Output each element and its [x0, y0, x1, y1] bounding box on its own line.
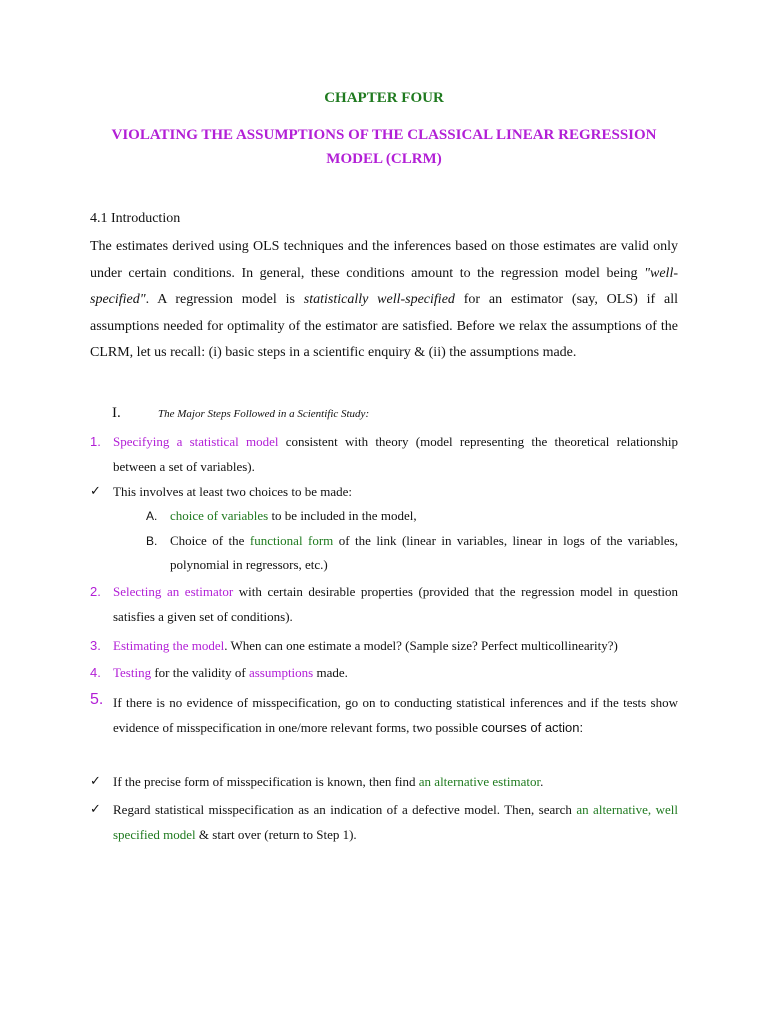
check-item-3 [90, 797, 678, 847]
item-text: consistent with theory (model representing the theoretical relationship between a set of variables). [113, 434, 678, 474]
sub-item-letter: B. [146, 534, 158, 548]
item-number: 1. [90, 434, 101, 449]
item-number: 4. [90, 665, 101, 680]
sub-item-prefix: Choice of the [170, 533, 250, 548]
item-highlight: Specifying a statistical model [113, 434, 279, 449]
check-text: If the precise form of misspecification is known, then find [113, 774, 419, 789]
sub-item-highlight: choice of variables [170, 508, 269, 523]
introduction-paragraph [90, 234, 678, 367]
chapter-title: VIOLATING THE ASSUMPTIONS OF THE CLASSICAL LINEAR REGRESSION MODEL (CLRM) [111, 127, 657, 167]
sub-item-highlight: functional form [249, 533, 334, 548]
check-highlight: an alternative, well specified model [113, 802, 679, 842]
check-text-end: . [540, 774, 544, 789]
item-number: 3. [90, 638, 101, 653]
sub-item-b [146, 529, 678, 577]
item-text-mid: for the validity of [151, 665, 249, 680]
item-highlight: Estimating the model [113, 638, 225, 653]
list-item-3 [90, 633, 678, 658]
subsection-heading [112, 405, 369, 422]
list-item-5 [90, 690, 678, 740]
list-item-1 [90, 429, 678, 479]
sub-item-a [146, 504, 678, 528]
intro-text-2: . A regression model is [145, 292, 304, 307]
item-highlight: Selecting an estimator [113, 584, 234, 599]
item-text: . When can one estimate a model? (Sample size? Perfect multicollinearity?) [224, 638, 618, 653]
list-item-2 [90, 579, 678, 629]
item-text: If there is no evidence of misspecification, go on to conducting statistical inferences and if the tests show evidence of misspecification in one/more relevant forms, two possible [113, 695, 678, 735]
intro-text-3: for an estimator (say, OLS) if all assumptions needed for optimality of the estimator are satisfied. Before we relax the assumptions of the CLRM, let us recall: (i) basic steps in a scientific enquiry & (ii) the assumptions made. [90, 292, 678, 360]
checkmark-icon: ✓ [90, 774, 101, 789]
item-highlight-2: assumptions [248, 665, 314, 680]
item-number: 5. [90, 691, 104, 708]
item-text: made. [313, 665, 348, 680]
section-heading-introduction: 4.1 Introduction [90, 211, 181, 226]
checkmark-icon: ✓ [90, 484, 101, 499]
intro-text-1: The estimates derived using OLS techniques and the inferences based on those estimates are valid only under certain conditions. In general, these conditions amount to the regression model being [90, 239, 678, 281]
sub-item-letter: A. [146, 509, 158, 523]
sub-item-text: to be included in the model, [268, 508, 417, 523]
list-item-4 [90, 660, 678, 685]
item-text-sans: courses of action: [481, 720, 584, 735]
check-text-end: & start over (return to Step 1). [195, 827, 357, 842]
item-number: 2. [90, 584, 101, 599]
check-text: Regard statistical misspecification as an indication of a defective model. Then, search [113, 802, 577, 817]
item-highlight: Testing [113, 665, 152, 680]
intro-well-specified: "well-specified" [90, 265, 678, 307]
chapter-heading: CHAPTER FOUR [324, 90, 444, 106]
checkmark-icon: ✓ [90, 802, 101, 817]
check-item-2 [90, 769, 678, 794]
check-highlight: an alternative estimator [418, 774, 541, 789]
check-item-1 [90, 479, 678, 504]
subsection-number: I. [112, 405, 121, 421]
subsection-label: The Major Steps Followed in a Scientific Study: [158, 408, 370, 420]
item-text: with certain desirable properties (provided that the regression model in question satisfies a given set of conditions). [113, 584, 678, 624]
intro-statistically-well-specified: statistically well-specified [303, 292, 455, 307]
check-text: This involves at least two choices to be made: [113, 484, 352, 499]
sub-item-text: of the link (linear in variables, linear in logs of the variables, polynomial in regressors, etc.) [170, 533, 678, 572]
